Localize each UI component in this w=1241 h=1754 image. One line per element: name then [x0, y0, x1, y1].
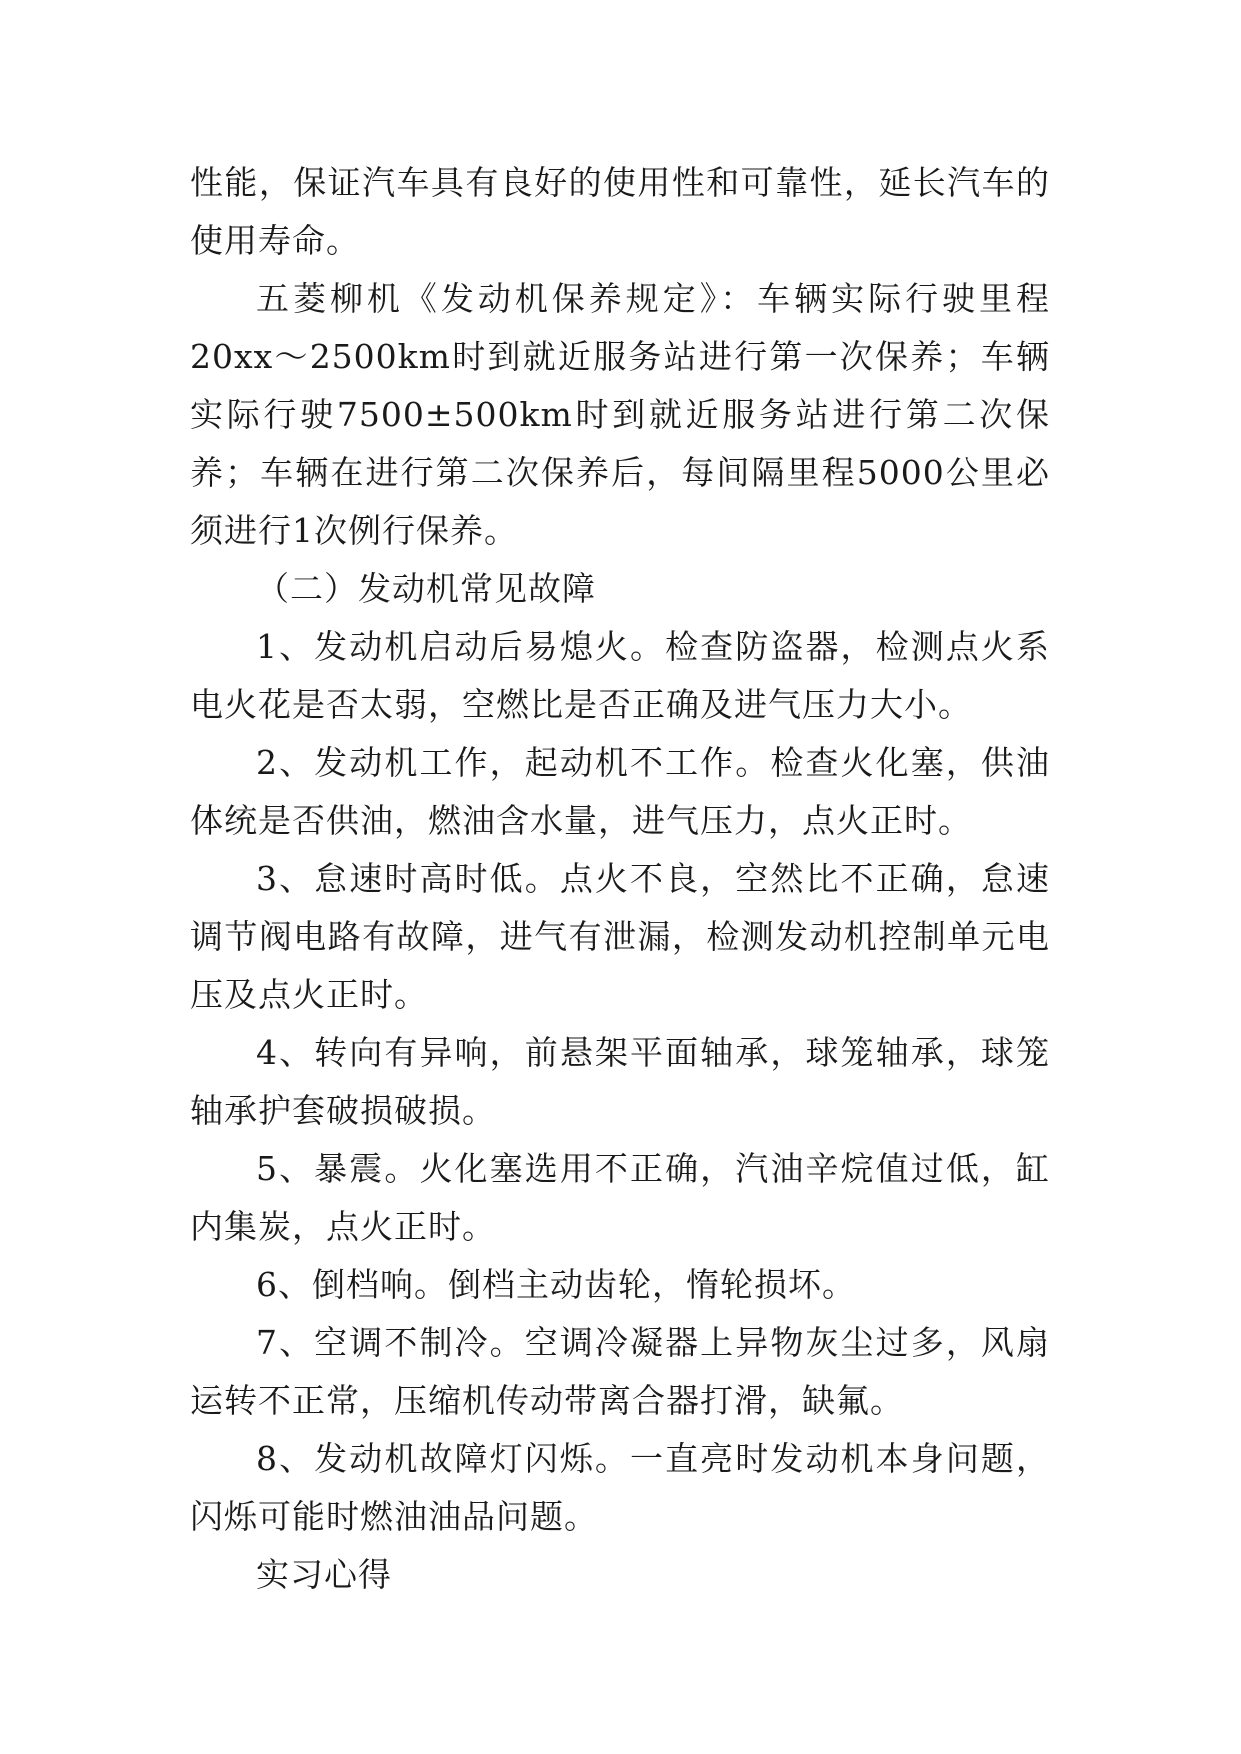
fault-item-1: 1、发动机启动后易熄火。检查防盗器，检测点火系电火花是否太弱，空燃比是否正确及进气压力大小。 [190, 627, 1050, 724]
paragraph-maintenance-rule: 五菱柳机《发动机保养规定》：车辆实际行驶里程20xx～2500km时到就近服务站进行第一次保养；车辆实际行驶7500±500km时到就近服务站进行第二次保养；车辆在进行第二次保养后，每间隔里程5000公里必须进行1次例行保养。 [190, 279, 1050, 550]
document-body [190, 154, 1050, 1604]
fault-item-8: 8、发动机故障灯闪烁。一直亮时发动机本身问题，闪烁可能时燃油油品问题。 [190, 1439, 1050, 1536]
section-heading-common-faults: （二）发动机常见故障 [256, 569, 596, 608]
section-heading-internship-reflections: 实习心得 [256, 1555, 392, 1594]
fault-item-6: 6、倒档响。倒档主动齿轮，惰轮损坏。 [256, 1265, 856, 1304]
fault-item-2: 2、发动机工作，起动机不工作。检查火化塞，供油体统是否供油，燃油含水量，进气压力，点火正时。 [190, 743, 1050, 840]
fault-item-4: 4、转向有异响，前悬架平面轴承，球笼轴承，球笼轴承护套破损破损。 [190, 1033, 1050, 1130]
fault-item-3: 3、怠速时高时低。点火不良，空然比不正确，怠速调节阀电路有故障，进气有泄漏，检测发动机控制单元电压及点火正时。 [190, 859, 1050, 1014]
fault-item-5: 5、暴震。火化塞选用不正确，汽油辛烷值过低，缸内集炭，点火正时。 [190, 1149, 1050, 1246]
fault-item-7: 7、空调不制冷。空调冷凝器上异物灰尘过多，风扇运转不正常，压缩机传动带离合器打滑，缺氟。 [190, 1323, 1050, 1420]
paragraph-intro-continued: 性能，保证汽车具有良好的使用性和可靠性，延长汽车的使用寿命。 [190, 163, 1050, 260]
